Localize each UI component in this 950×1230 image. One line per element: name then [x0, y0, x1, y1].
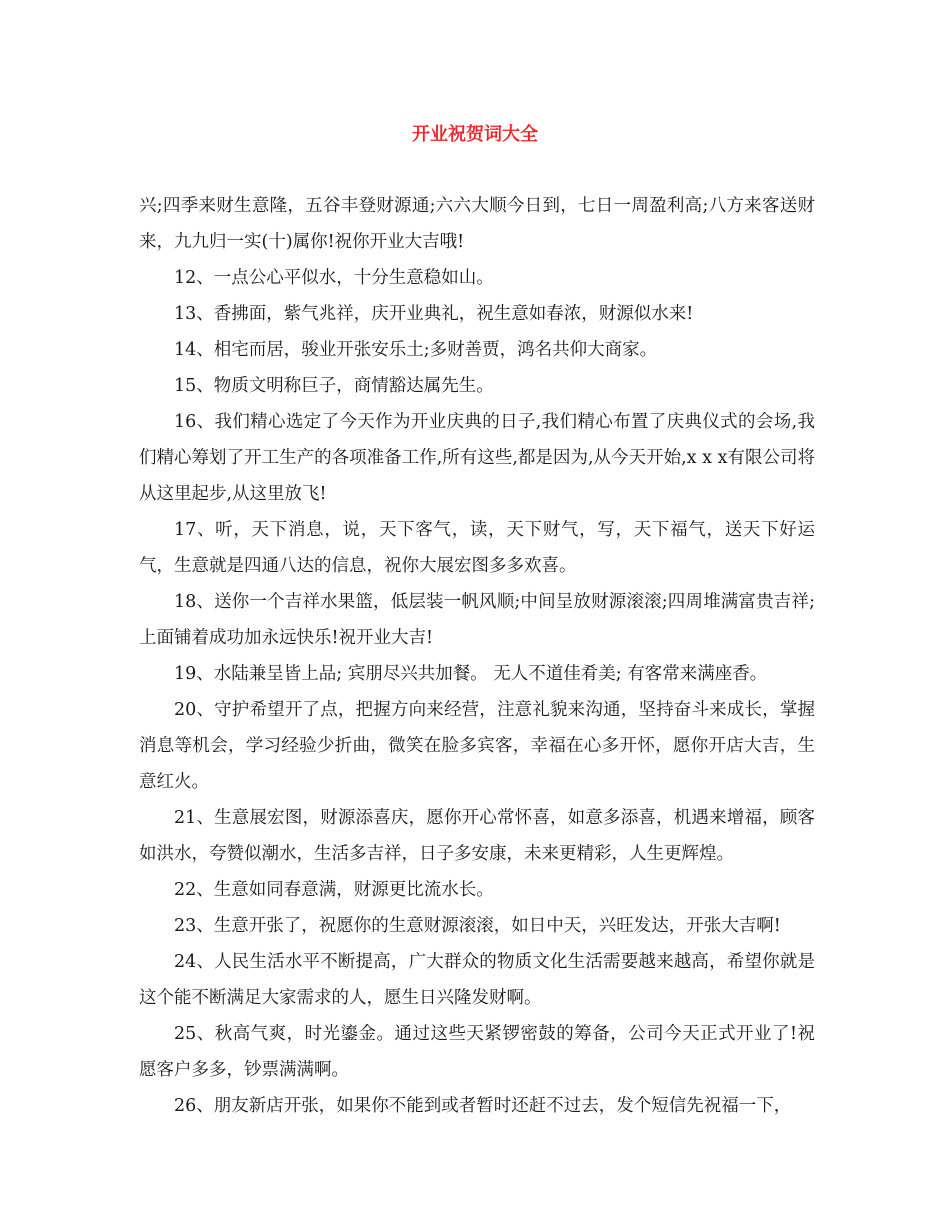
document-title: 开业祝贺词大全 [412, 124, 538, 145]
paragraph-25: 25、秋高气爽，时光鎏金。通过这些天紧锣密鼓的筹备，公司今天正式开业了!祝愿客户多多，钞票满满啊。 [139, 1024, 815, 1080]
paragraph-18: 18、送你一个吉祥水果篮，低层装一帆风顺;中间呈放财源滚滚;四周堆满富贵吉祥;上面铺着成功加永远快乐!祝开业大吉! [139, 592, 815, 648]
paragraph-26: 26、朋友新店开张，如果你不能到或者暂时还赶不过去，发个短信先祝福一下， [174, 1096, 792, 1116]
paragraph-17: 17、听，天下消息，说，天下客气，读，天下财气，写，天下福气，送天下好运气，生意就是四通八达的信息，祝你大展宏图多多欢喜。 [139, 520, 815, 576]
paragraph-continuation: 兴;四季来财生意隆，五谷丰登财源通;六六大顺今日到，七日一周盈利高;八方来客送财来，九九归一实(十)属你!祝你开业大吉哦! [139, 196, 815, 252]
paragraph-12: 12、一点公心平似水，十分生意稳如山。 [174, 268, 494, 288]
paragraph-16: 16、我们精心选定了今天作为开业庆典的日子,我们精心布置了庆典仪式的会场,我们精心筹划了开工生产的各项准备工作,所有这些,都是因为,从今天开始,x x x有限公司将从这里起步,从这里放飞! [139, 412, 815, 504]
paragraph-21: 21、生意展宏图，财源添喜庆，愿你开心常怀喜，如意多添喜，机遇来增福，顾客如洪水，夸赞似潮水，生活多吉祥，日子多安康，未来更精彩，人生更辉煌。 [139, 808, 815, 864]
paragraph-22: 22、生意如同春意满，财源更比流水长。 [174, 880, 494, 900]
paragraph-24: 24、人民生活水平不断提高，广大群众的物质文化生活需要越来越高，希望你就是这个能不断满足大家需求的人，愿生日兴隆发财啊。 [139, 952, 815, 1008]
paragraph-23: 23、生意开张了，祝愿你的生意财源滚滚，如日中天，兴旺发达，开张大吉啊! [174, 916, 781, 936]
paragraph-19: 19、水陆兼呈皆上品; 宾朋尽兴共加餐。 无人不道佳肴美; 有客常来满座香。 [174, 664, 768, 684]
paragraph-14: 14、相宅而居，骏业开张安乐土;多财善贾，鸿名共仰大商家。 [174, 340, 658, 360]
paragraph-15: 15、物质文明称巨子，商情豁达属先生。 [174, 376, 494, 396]
paragraph-13: 13、香拂面，紫气兆祥，庆开业典礼，祝生意如春浓，财源似水来! [174, 304, 694, 324]
document-body [139, 188, 815, 1124]
paragraph-20: 20、守护希望开了点，把握方向来经营，注意礼貌来沟通，坚持奋斗来成长，掌握消息等机会，学习经验少折曲，微笑在脸多宾客，幸福在心多开怀，愿你开店大吉，生意红火。 [139, 700, 815, 792]
